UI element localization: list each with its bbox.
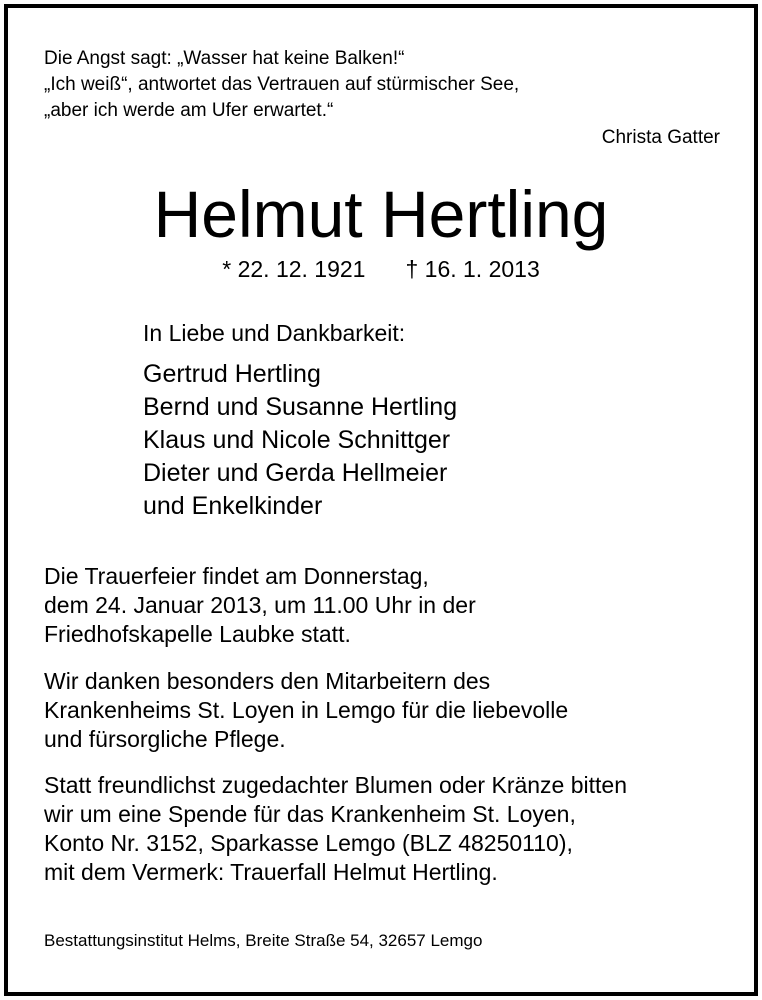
mourners-list [143,358,457,523]
life-dates [0,256,762,283]
donation-paragraph [44,771,627,887]
mourner-name: Bernd und Susanne Hertling [143,393,458,421]
quote-line: „aber ich werde am Ufer erwartet.“ [44,100,334,121]
quote-line: „Ich weiß“, antwortet das Vertrauen auf stürmischer See, [44,74,520,95]
paragraph-line: Krankenheims St. Loyen in Lemgo für die liebevolle [44,697,569,723]
paragraph-line: wir um eine Spende für das Krankenheim St. Loyen, [44,801,576,827]
mourner-name: Dieter und Gerda Hellmeier [143,459,448,487]
paragraph-line: Friedhofskapelle Laubke statt. [44,621,351,647]
mourner-name: und Enkelkinder [143,492,323,520]
paragraph-line: Konto Nr. 3152, Sparkasse Lemgo (BLZ 48250110), [44,830,573,856]
quote-line: Die Angst sagt: „Wasser hat keine Balken!“ [44,48,405,69]
deceased-name: Helmut Hertling [153,177,609,251]
paragraph-line: Wir danken besonders den Mitarbeitern des [44,668,491,694]
mourner-name: Gertrud Hertling [143,360,321,388]
gratitude-paragraph [44,667,568,754]
birth-date: * 22. 12. 1921 [222,256,366,282]
undertaker-info: Bestattungsinstitut Helms, Breite Straße 54, 32657 Lemgo [44,931,483,950]
funeral-paragraph [44,562,476,649]
mourner-name: Klaus und Nicole Schnittger [143,426,451,454]
paragraph-line: dem 24. Januar 2013, um 11.00 Uhr in der [44,592,476,618]
opening-quote [44,46,519,124]
paragraph-line: Die Trauerfeier findet am Donnerstag, [44,563,429,589]
death-date: † 16. 1. 2013 [405,256,540,282]
mourners-intro: In Liebe und Dankbarkeit: [143,320,406,346]
quote-author: Christa Gatter [601,127,720,148]
paragraph-line: und fürsorgliche Pflege. [44,726,286,752]
paragraph-line: Statt freundlichst zugedachter Blumen oder Kränze bitten [44,772,628,798]
paragraph-line: mit dem Vermerk: Trauerfall Helmut Hertling. [44,859,498,885]
